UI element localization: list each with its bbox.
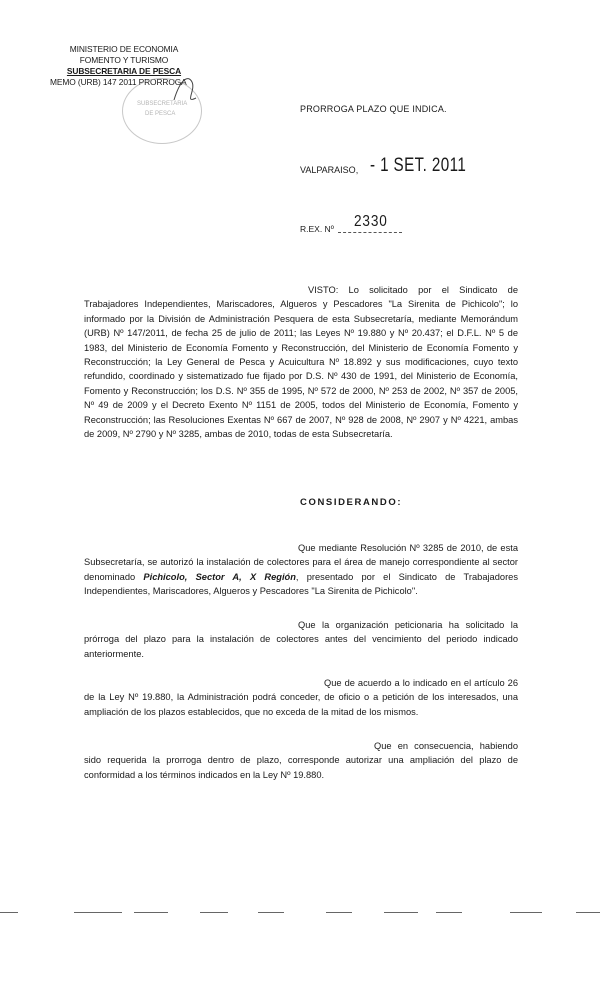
resolution-underline [338, 232, 402, 233]
page-break-dash [0, 912, 18, 913]
considerando-paragraph-1 [84, 541, 518, 599]
page-break-dash [258, 912, 284, 913]
letterhead-ministry: MINISTERIO DE ECONOMIA [69, 44, 179, 54]
considerando-paragraph-4: Que en consecuencia, habiendo sido requerida la prorroga dentro de plazo, corresponde autorizar una ampliación del plazo de conformidad a los términos indicados en la Ley Nº 19.880. [84, 741, 518, 780]
letterhead-ministry-sub: FOMENTO Y TURISMO [79, 55, 169, 65]
resolution-number: 2330 [354, 213, 388, 230]
considerando-paragraph-3: Que de acuerdo a lo indicado en el artículo 26 de la Ley Nº 19.880, la Administración podrá conceder, de oficio o a petición de los interesados, una ampliación de los plazos establecidos, que no exceda de la mitad de los mismos. [84, 678, 518, 717]
date-stamp: - 1 SET. 2011 [370, 155, 467, 176]
stamp-text-2: DE PESCA [145, 111, 176, 117]
considerando-paragraph-2: Que la organización peticionaria ha solicitado la prórroga del plazo para la instalación de colectores antes del vencimiento del periodo indicado anteriormente. [84, 620, 518, 659]
document-subject: PRORROGA PLAZO QUE INDICA. [300, 104, 447, 114]
page-break-dash [200, 912, 228, 913]
stamp-text-1: SUBSECRETARIA [137, 101, 188, 107]
resolution-label: R.EX. Nº [300, 224, 334, 234]
place-label: VALPARAISO, [300, 165, 359, 175]
considerando-1-text-b: , presentado por el Sindicato de Trabajadores Independientes, Mariscadores, Algueros y Pescadores "La Sirenita de Pichicolo". [84, 571, 518, 597]
page-break-dash [510, 912, 542, 913]
visto-paragraph: VISTO: Lo solicitado por el Sindicato de Trabajadores Independientes, Mariscadores, Algueros y Pescadores "La Sirenita de Pichicolo"; lo informado por la División de Administración Pesquera de esta Subsecretaría, mediante Memorándum (URB) Nº 147/2011, de fecha 25 de julio de 2011; las Leyes Nº 19.880 y Nº 20.437; el D.F.L. Nº 5 de 1983, del Ministerio de Economía Fomento y Reconstrucción, del Ministerio de Economía Fomento y Reconstrucción; la Ley General de Pesca y Acuicultura Nº 18.892 y sus modificaciones, cuyo texto refundido, coordinado y sistematizado fue fijado por D.S. Nº 430 de 1991, del Ministerio de Economía, Fomento y Reconstrucción; los D.S. Nº 355 de 1995, Nº 572 de 2000, Nº 253 de 2002, Nº 357 de 2005, Nº 49 de 2009 y el Decreto Exento Nº 1151 de 2005, todos del Ministerio de Economía, Fomento y Reconstrucción; las Resoluciones Exentas Nº 667 de 2007, Nº 928 de 2008, Nº 2907 y Nº 4221, ambas de 2009, Nº 2790 y Nº 3285, ambas de 2010, todas de esta Subsecretaría. [84, 285, 518, 440]
signature-mark [170, 70, 200, 110]
page-break-dash [134, 912, 168, 913]
letterhead-subsecretaria: SUBSECRETARIA DE PESCA [66, 66, 182, 76]
considerando-heading: CONSIDERANDO: [300, 497, 403, 508]
letterhead-memo: MEMO (URB) 147 2011 PRORROGA [50, 77, 187, 87]
page-break-dash [576, 912, 600, 913]
page-break-dash [326, 912, 352, 913]
considerando-1-text-a: Que mediante Resolución Nº 3285 de 2010, de esta Subsecretaría, se autorizó la instalación de colectores para el área de manejo correspondiente al sector denominado [84, 543, 518, 582]
page-break-dash [436, 912, 462, 913]
page-break-dash [74, 912, 122, 913]
page-break-dash [384, 912, 418, 913]
considerando-1-sector: Pichicolo, Sector A, X Región [143, 571, 296, 582]
